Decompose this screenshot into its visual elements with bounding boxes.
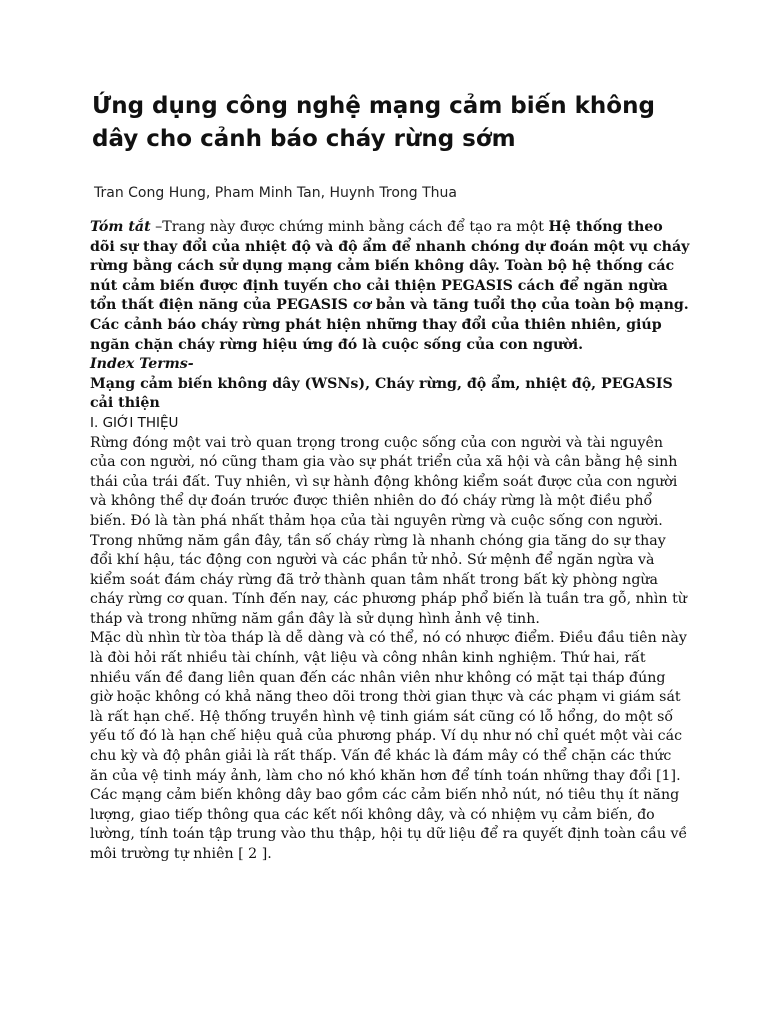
abstract-bold-text: Hệ thống theo dõi sự thay đổi của nhiệt độ và độ ẩm để nhanh chóng dự đoán một vụ cháy rừng bằng cách sử dụng mạng cảm biến không dây. Toàn bộ hệ thống các nút cảm biến được định tuyến cho cải thiện PEGASIS cách để ngăn ngừa tổn thất điện năng của PEGASIS cơ bản và tăng tuổi thọ của toàn bộ mạng. Các cảnh báo cháy rừng phát hiện những thay đổi của thiên nhiên, giúp ngăn chặn cháy rừng hiệu ứng đó là cuộc sống của con người. [90, 219, 690, 353]
index-terms-label: Index Terms- [90, 356, 194, 373]
section-heading: I. GIỚI THIỆU [90, 414, 179, 431]
paragraph-3: Mặc dù nhìn từ tòa tháp là dễ dàng và có thể, nó có nhược điểm. Điều đầu tiên này là đòi hỏi rất nhiều tài chính, vật liệu và công nhân kinh nghiệm. Thứ hai, rất nhiều vấn đề đang liên quan đến các nhân viên như không có mặt tại tháp đúng giờ hoặc không có khả năng theo dõi trong thời gian thực và các phạm vi giám sát là rất hạn chế. Hệ thống truyền hình vệ tinh giám sát cũng có lỗ hổng, do một số yếu tố đó là hạn chế hiệu quả của phương pháp. Ví dụ như nó chỉ quét một vài các chu kỳ và độ phân giải là rất thấp. Vấn đề khác là đám mây có thể chặn các thức ăn của vệ tinh máy ảnh, làm cho nó khó khăn hơn để tính toán những thay đổi [1]. [90, 630, 687, 784]
document-title: Ứng dụng công nghệ mạng cảm biến không dây cho cảnh báo cháy rừng sớm [92, 93, 655, 152]
paragraph-1: Rừng đóng một vai trò quan trọng trong cuộc sống của con người và tài nguyên của con người, nó cũng tham gia vào sự phát triển của xã hội và cân bằng hệ sinh thái của trái đất. Tuy nhiên, vì sự hành động không kiểm soát được của con người và không thể dự đoán trước được thiên nhiên do đó cháy rừng là một điều phổ biến. Đó là tàn phá nhất thảm họa của tài nguyên rừng và cuộc sống con người. [90, 434, 678, 529]
paragraph-2: Trong những năm gần đây, tần số cháy rừng là nhanh chóng gia tăng do sự thay đổi khí hậu, tác động con người và các phần tử nhỏ. Sứ mệnh để ngăn ngừa và kiểm soát đám cháy rừng đã trở thành quan tâm nhất trong bất kỳ phòng ngừa cháy rừng cơ quan. Tính đến nay, các phương pháp phổ biến là tuần tra gỗ, nhìn từ tháp và trong những năm gần đây là sử dụng hình ảnh vệ tinh. [90, 532, 687, 627]
paragraph-4: Các mạng cảm biến không dây bao gồm các cảm biến nhỏ nút, nó tiêu thụ ít năng lượng, giao tiếp thông qua các kết nối không dây, và có nhiệm vụ cảm biến, đo lường, tính toán tập trung vào thu thập, hội tụ dữ liệu để ra quyết định toàn cầu về môi trường tự nhiên [ 2 ]. [90, 787, 688, 862]
document-authors: Tran Cong Hung, Pham Minh Tan, Huynh Trong Thua [94, 185, 457, 201]
abstract-label: Tóm tắt [90, 219, 151, 235]
document-body [90, 218, 690, 865]
index-terms: Mạng cảm biến không dây (WSNs), Cháy rừng, độ ẩm, nhiệt độ, PEGASIS cải thiện [90, 375, 673, 412]
abstract-intro: –Trang này được chứng minh bằng cách để tạo ra một [150, 219, 549, 235]
abstract [90, 218, 690, 355]
